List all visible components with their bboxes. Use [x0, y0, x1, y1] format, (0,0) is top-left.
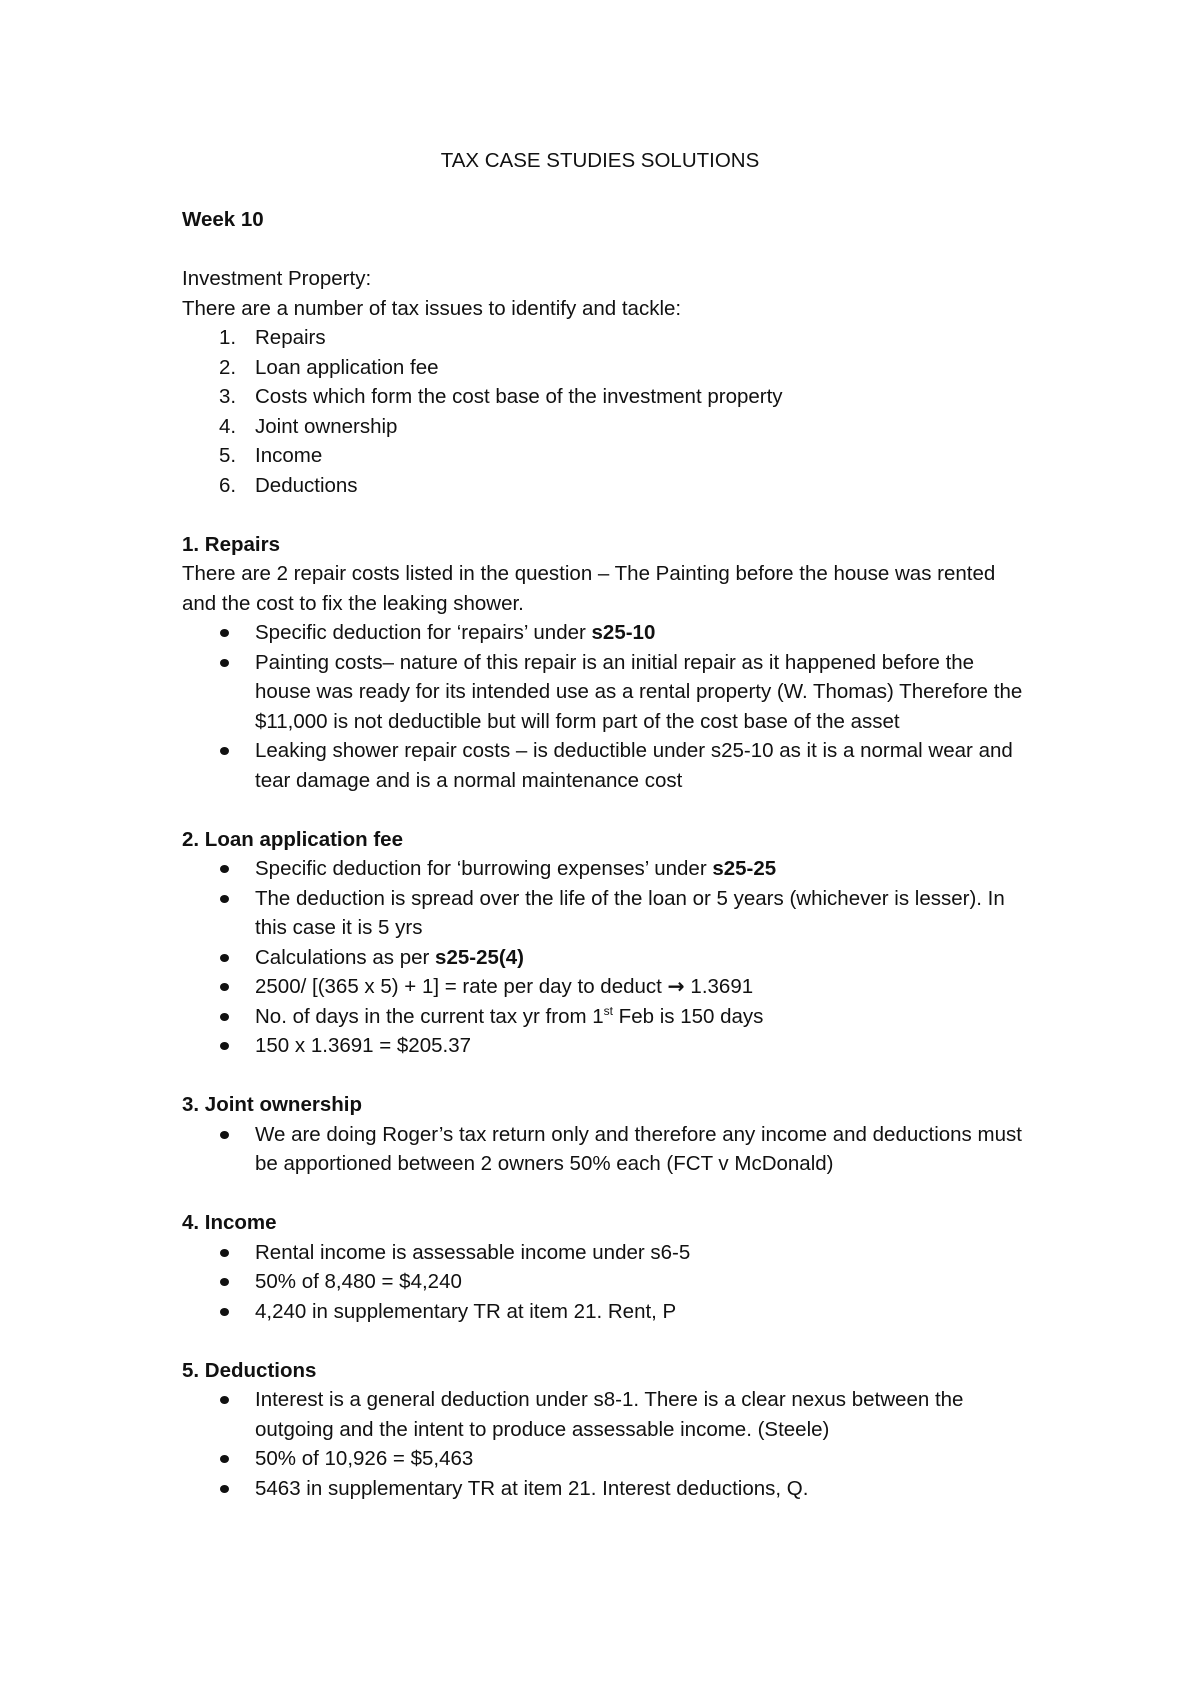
list-item — [182, 648, 1032, 737]
spacer — [182, 1179, 1032, 1209]
bullet-icon — [220, 954, 229, 962]
repairs-paragraph: There are 2 repair costs listed in the question – The Painting before the house was rented and the cost to fix the leaking shower. — [182, 562, 996, 615]
list-item — [182, 1031, 1032, 1061]
list-item — [182, 972, 1032, 1002]
list-item — [182, 323, 1032, 353]
bullet-icon — [220, 983, 229, 991]
bullet-text: Interest is a general deduction under s8-1. There is a clear nexus between the outgoing and the intent to produce assessable income. (Steele) — [255, 1388, 964, 1441]
bullet-icon — [220, 1396, 229, 1404]
bullet-text: Specific deduction for ‘burrowing expenses’ under — [255, 857, 713, 880]
list-number: 6. — [219, 473, 237, 497]
document-body — [182, 205, 1032, 1503]
bullet-text: 5463 in supplementary TR at item 21. Interest deductions, Q. — [255, 1476, 809, 1500]
list-item-text: Repairs — [255, 326, 326, 349]
list-item-text: Deductions — [255, 473, 358, 497]
bullet-text: Calculations as per — [255, 945, 436, 969]
bullet-text: No. of days in the current tax yr from 1 — [255, 1004, 604, 1028]
spacer — [182, 1061, 1032, 1091]
list-item — [182, 1120, 1032, 1179]
list-item — [182, 618, 1032, 648]
list-item — [182, 736, 1032, 795]
section-heading-deductions: 5. Deductions — [182, 1358, 317, 1382]
bullet-text: Feb is 150 days — [612, 1004, 764, 1028]
bullet-text: Rental income is assessable income under s6-5 — [255, 1240, 691, 1264]
bullet-icon — [220, 659, 229, 667]
bullet-icon — [220, 1042, 229, 1050]
list-item — [182, 1444, 1032, 1474]
bullet-text: 4,240 in supplementary TR at item 21. Rent, P — [255, 1299, 677, 1323]
page-title: TAX CASE STUDIES SOLUTIONS — [440, 149, 760, 172]
list-item-text: Loan application fee — [255, 355, 439, 379]
list-item — [182, 1238, 1032, 1268]
week-heading: Week 10 — [182, 208, 264, 231]
bullet-icon — [220, 1485, 229, 1493]
loan-bullets — [182, 854, 1032, 1061]
section-heading-joint: 3. Joint ownership — [182, 1093, 362, 1116]
list-number: 2. — [219, 355, 237, 379]
spacer — [182, 795, 1032, 825]
list-item — [182, 382, 1032, 412]
repairs-bullets — [182, 618, 1032, 795]
bullet-text: 50% of 10,926 = $5,463 — [255, 1447, 474, 1470]
list-number: 5. — [219, 444, 237, 467]
bullet-text: 2500/ [(365 x 5) + 1] = rate per day to deduct — [255, 975, 668, 998]
joint-bullets — [182, 1120, 1032, 1179]
list-item-text: Income — [255, 444, 323, 467]
list-item-text: Costs which form the cost base of the investment property — [255, 385, 783, 408]
section-reference: s25-10 — [591, 621, 656, 644]
bullet-text: Specific deduction for ‘repairs’ under — [255, 621, 592, 644]
list-item — [182, 1267, 1032, 1297]
bullet-icon — [220, 895, 229, 903]
bullet-icon — [220, 1308, 229, 1316]
bullet-icon — [220, 1013, 229, 1021]
income-bullets — [182, 1238, 1032, 1327]
bullet-icon — [220, 1455, 229, 1463]
list-item — [182, 884, 1032, 943]
list-number: 4. — [219, 414, 237, 438]
list-item — [182, 1474, 1032, 1504]
list-item — [182, 854, 1032, 884]
list-item — [182, 943, 1032, 973]
bullet-icon — [220, 1131, 229, 1139]
list-item — [182, 1385, 1032, 1444]
list-item-text: Joint ownership — [255, 414, 398, 438]
list-item — [182, 1002, 1032, 1032]
spacer — [182, 500, 1032, 530]
bullet-text: 1.3691 — [684, 975, 754, 998]
section-heading-loan: 2. Loan application fee — [182, 827, 403, 851]
arrow-right-icon: → — [667, 974, 685, 998]
spacer — [182, 235, 1032, 265]
section-heading-income: 4. Income — [182, 1211, 277, 1234]
ordinal-suffix: st — [603, 1003, 613, 1018]
list-item — [182, 353, 1032, 383]
bullet-text: The deduction is spread over the life of the loan or 5 years (whichever is lesser). In this case it is 5 yrs — [255, 886, 1005, 939]
bullet-icon — [220, 1249, 229, 1257]
intro-label: Investment Property: — [182, 267, 372, 290]
bullet-icon — [220, 1278, 229, 1286]
bullet-icon — [220, 865, 229, 873]
bullet-text: Painting costs– nature of this repair is an initial repair as it happened before the house was ready for its intended use as a rental property (W. Thomas) Therefore the $11,000 is not deductible but will form part of the cost base of the asset — [255, 650, 1023, 733]
bullet-text: 150 x 1.3691 = $205.37 — [255, 1034, 472, 1057]
section-reference: s25-25(4) — [435, 945, 524, 969]
list-number: 3. — [219, 385, 237, 408]
section-reference: s25-25 — [712, 857, 777, 880]
list-item — [182, 1297, 1032, 1327]
list-item — [182, 412, 1032, 442]
bullet-text: We are doing Roger’s tax return only and therefore any income and deductions must be apportioned between 2 owners 50% each (FCT v McDonald) — [255, 1122, 1022, 1175]
bullet-text: Leaking shower repair costs – is deductible under s25-10 as it is a normal wear and tear damage and is a normal maintenance cost — [255, 739, 1013, 792]
section-heading-repairs: 1. Repairs — [182, 532, 280, 556]
deductions-bullets — [182, 1385, 1032, 1503]
issues-list — [182, 323, 1032, 500]
list-number: 1. — [219, 326, 237, 349]
bullet-text: 50% of 8,480 = $4,240 — [255, 1270, 462, 1293]
bullet-icon — [220, 747, 229, 755]
spacer — [182, 1326, 1032, 1356]
list-item — [182, 441, 1032, 471]
intro-text: There are a number of tax issues to identify and tackle: — [182, 296, 682, 320]
bullet-icon — [220, 629, 229, 637]
list-item — [182, 471, 1032, 501]
